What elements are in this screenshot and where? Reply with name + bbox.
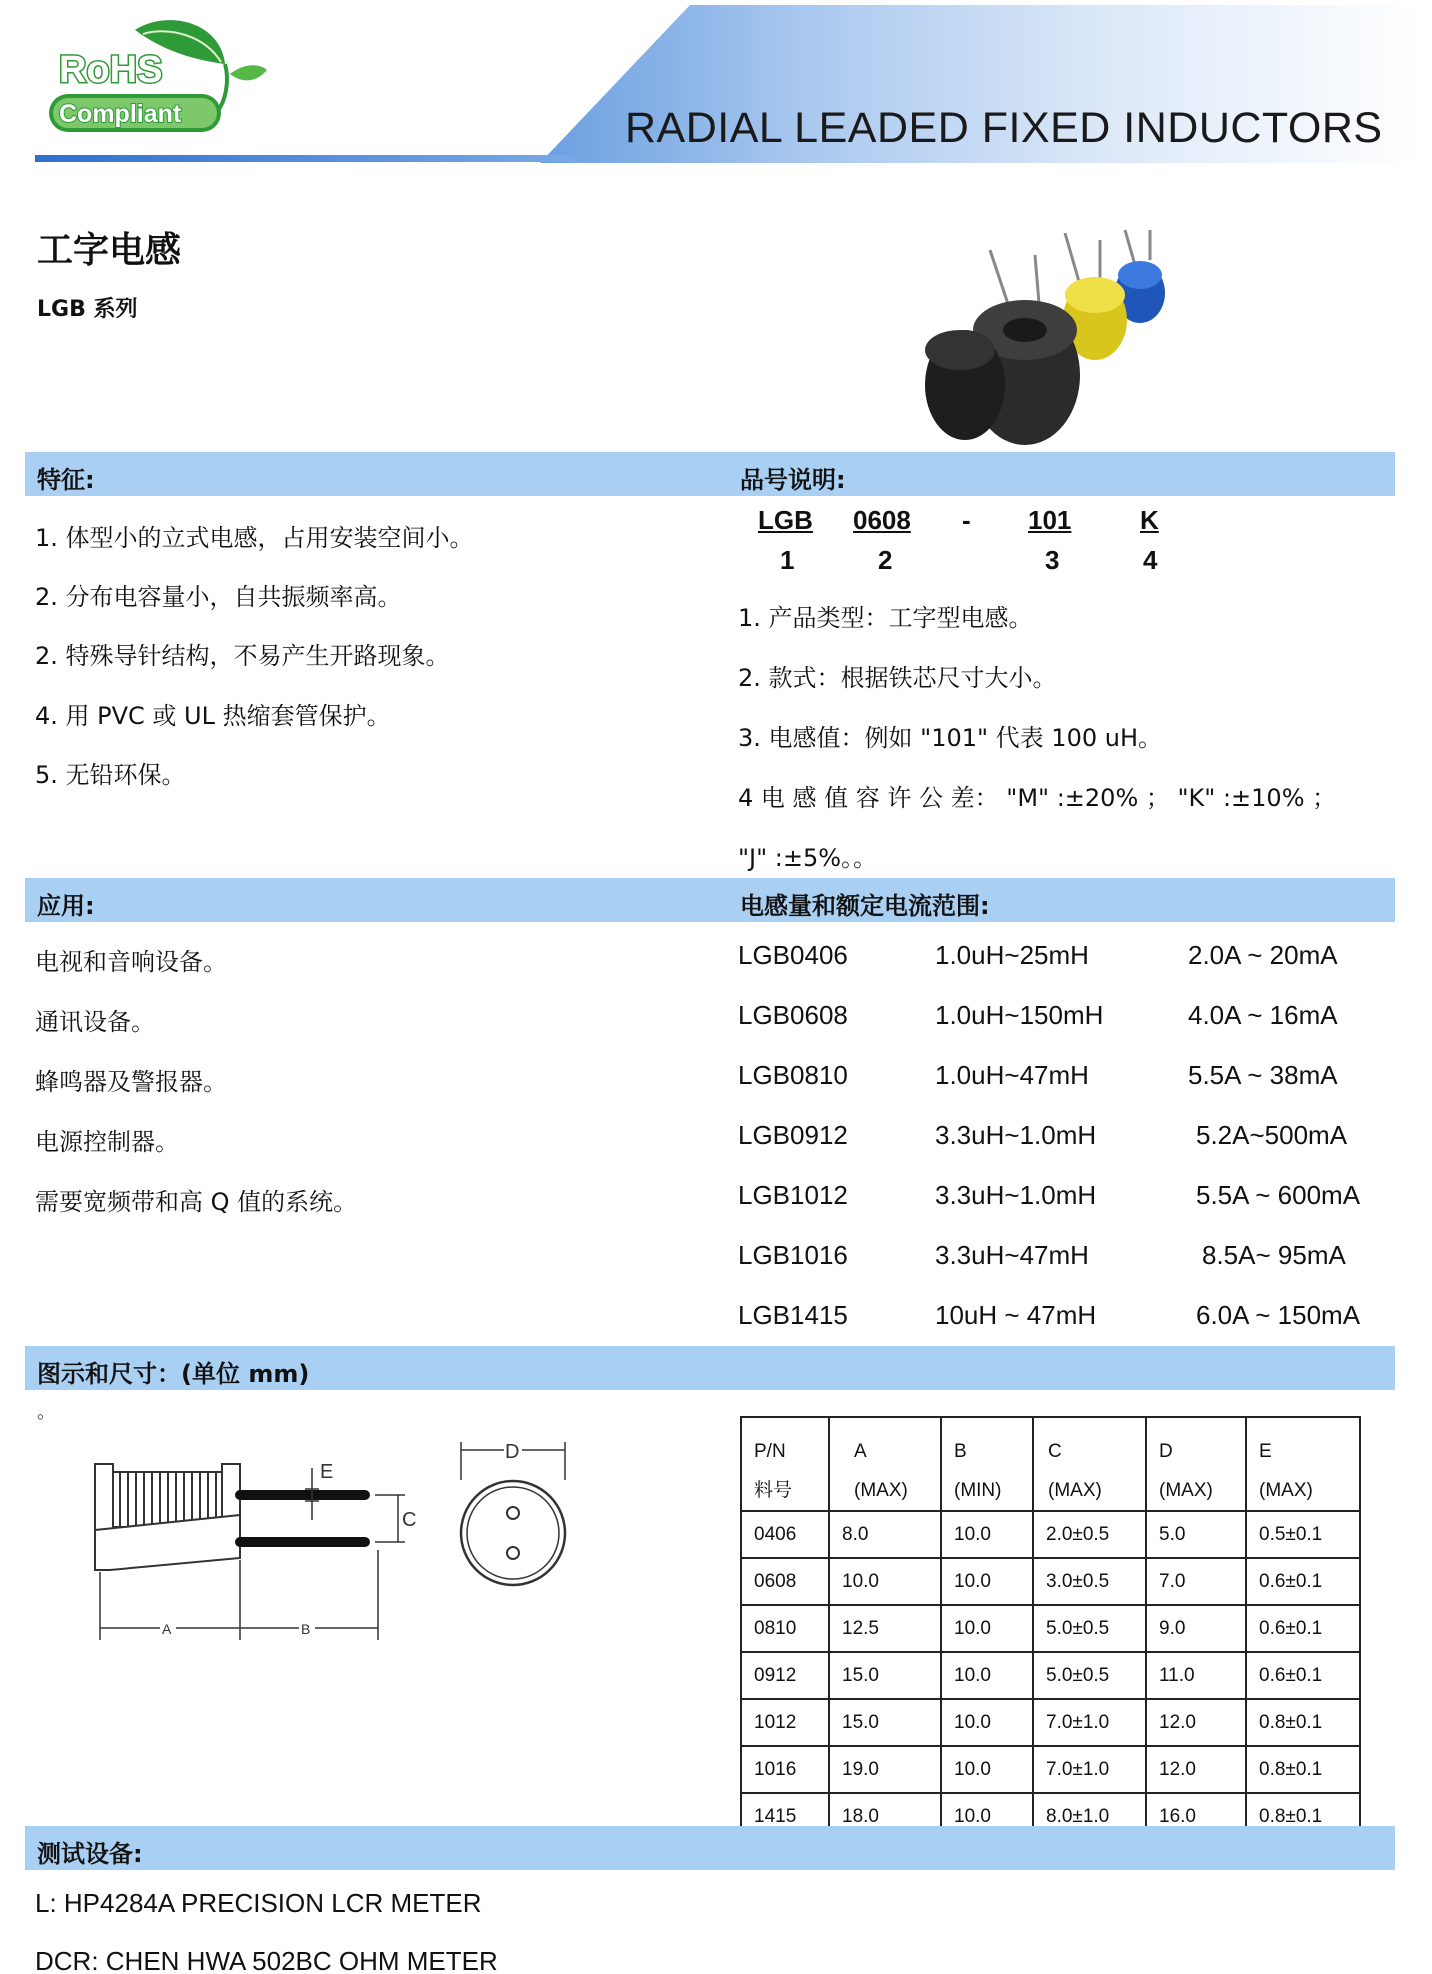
part-code-size: 0608	[853, 505, 911, 535]
dim-label-e: E	[320, 1461, 334, 1483]
table-cell: 10.0	[941, 1605, 1033, 1652]
table-cell: 0.6±0.1	[1246, 1605, 1360, 1652]
table-cell: 0.8±0.1	[1246, 1793, 1360, 1840]
table-row	[741, 1652, 1360, 1699]
table-cell: 10.0	[941, 1746, 1033, 1793]
range-model: LGB0406	[738, 940, 848, 970]
table-row	[741, 1558, 1360, 1605]
part-code-tolerance: K	[1140, 505, 1159, 535]
table-cell: 1016	[741, 1746, 829, 1793]
range-model: LGB1016	[738, 1240, 848, 1270]
dim-label-a: A	[162, 1621, 172, 1637]
part-code-type: LGB	[758, 505, 813, 535]
part-number-item: "J" :±5%。。	[738, 844, 878, 872]
table-header-cell: E (MAX)	[1246, 1417, 1360, 1511]
table-cell: 18.0	[829, 1793, 941, 1840]
compliant-logo-text: Compliant	[59, 100, 182, 128]
dim-label-b: B	[301, 1621, 311, 1637]
table-cell: 11.0	[1146, 1652, 1246, 1699]
range-current: 2.0A ~ 20mA	[1188, 940, 1338, 970]
table-cell: 7.0±1.0	[1033, 1746, 1146, 1793]
table-cell: 15.0	[829, 1652, 941, 1699]
table-cell: 0608	[741, 1558, 829, 1605]
range-inductance: 3.3uH~1.0mH	[935, 1180, 1097, 1210]
test-item: DCR: CHEN HWA 502BC OHM METER	[35, 1946, 498, 1974]
application-item: 蜂鸣器及警报器。	[35, 1068, 227, 1096]
part-code-index: 1	[780, 545, 795, 575]
table-cell: 9.0	[1146, 1605, 1246, 1652]
feature-item: 1. 体型小的立式电感，占用安装空间小。	[35, 524, 474, 552]
inductor-dimension-drawing	[90, 1440, 590, 1650]
range-current: 5.2A~500mA	[1196, 1120, 1348, 1150]
dim-label-d: D	[505, 1441, 520, 1463]
document-series-title: RADIAL LEADED FIXED INDUCTORS	[625, 104, 1383, 152]
application-item: 电视和音响设备。	[35, 948, 227, 976]
table-cell: 5.0±0.5	[1033, 1652, 1146, 1699]
table-cell: 19.0	[829, 1746, 941, 1793]
feature-item: 5. 无铅环保。	[35, 761, 186, 789]
page-header	[0, 0, 1432, 170]
table-cell: 0406	[741, 1511, 829, 1558]
dimensions-note: 。	[37, 1402, 55, 1423]
table-row	[741, 1605, 1360, 1652]
range-inductance: 3.3uH~47mH	[935, 1240, 1089, 1270]
table-cell: 0.5±0.1	[1246, 1511, 1360, 1558]
table-cell: 10.0	[941, 1699, 1033, 1746]
test-item: L: HP4284A PRECISION LCR METER	[35, 1888, 482, 1918]
table-cell: 8.0±1.0	[1033, 1793, 1146, 1840]
section-bar-dimensions	[25, 1346, 1395, 1390]
part-code-value: 101	[1028, 505, 1072, 535]
part-code-dash: -	[962, 505, 971, 535]
part-number-item: 4 电 感 值 容 许 公 差： "M" :±20% ； "K" :±10% ；	[738, 784, 1337, 812]
part-code-index: 3	[1045, 545, 1060, 575]
part-code-index: 2	[878, 545, 893, 575]
table-cell: 3.0±0.5	[1033, 1558, 1146, 1605]
table-header-cell: P/N 料号	[741, 1417, 829, 1511]
table-header-cell: D (MAX)	[1146, 1417, 1246, 1511]
series-subtitle: LGB 系列	[37, 297, 138, 322]
table-header-cell: A (MAX)	[829, 1417, 941, 1511]
table-cell: 7.0±1.0	[1033, 1699, 1146, 1746]
part-number-item: 2. 款式：根据铁芯尺寸大小。	[738, 664, 1057, 692]
range-inductance: 1.0uH~150mH	[935, 1000, 1104, 1030]
table-cell: 0912	[741, 1652, 829, 1699]
table-row	[741, 1511, 1360, 1558]
part-number-item: 1. 产品类型：工字型电感。	[738, 604, 1033, 632]
section-bar-features	[25, 452, 1395, 496]
part-code-index: 4	[1143, 545, 1158, 575]
table-cell: 10.0	[941, 1652, 1033, 1699]
table-cell: 2.0±0.5	[1033, 1511, 1146, 1558]
page-title: 工字电感	[37, 230, 182, 271]
table-cell: 0.8±0.1	[1246, 1746, 1360, 1793]
part-number-item: 3. 电感值：例如 "101" 代表 100 uH。	[738, 724, 1162, 752]
range-current: 4.0A ~ 16mA	[1188, 1000, 1338, 1030]
table-cell: 1415	[741, 1793, 829, 1840]
rohs-compliant-logo	[45, 12, 275, 142]
range-model: LGB0912	[738, 1120, 848, 1150]
applications-heading: 应用:	[37, 892, 95, 920]
table-cell: 0.8±0.1	[1246, 1699, 1360, 1746]
inductor-product-photo	[905, 225, 1205, 460]
range-inductance: 3.3uH~1.0mH	[935, 1120, 1097, 1150]
table-cell: 12.0	[1146, 1746, 1246, 1793]
dimensions-heading: 图示和尺寸：(单位 mm)	[37, 1360, 310, 1388]
table-cell: 15.0	[829, 1699, 941, 1746]
rohs-logo-text: RoHS	[59, 49, 163, 91]
range-current: 8.5A~ 95mA	[1202, 1240, 1346, 1270]
range-model: LGB1415	[738, 1300, 848, 1330]
part-number-heading: 品号说明:	[740, 466, 846, 494]
range-model: LGB0810	[738, 1060, 848, 1090]
table-cell: 10.0	[941, 1793, 1033, 1840]
range-inductance: 1.0uH~47mH	[935, 1060, 1089, 1090]
table-header-cell: C (MAX)	[1033, 1417, 1146, 1511]
feature-item: 2. 特殊导针结构，不易产生开路现象。	[35, 642, 450, 670]
feature-item: 2. 分布电容量小，自共振频率高。	[35, 583, 402, 611]
application-item: 通讯设备。	[35, 1008, 155, 1036]
section-bar-applications	[25, 878, 1395, 922]
range-current: 5.5A ~ 600mA	[1196, 1180, 1361, 1210]
table-cell: 1012	[741, 1699, 829, 1746]
table-row	[741, 1746, 1360, 1793]
ranges-heading: 电感量和额定电流范围:	[740, 892, 990, 920]
dimensions-table	[740, 1416, 1361, 1841]
range-model: LGB0608	[738, 1000, 848, 1030]
application-item: 电源控制器。	[35, 1128, 179, 1156]
range-inductance: 1.0uH~25mH	[935, 940, 1089, 970]
table-cell: 0.6±0.1	[1246, 1558, 1360, 1605]
table-cell: 10.0	[941, 1558, 1033, 1605]
table-cell: 12.0	[1146, 1699, 1246, 1746]
range-model: LGB1012	[738, 1180, 848, 1210]
table-cell: 0.6±0.1	[1246, 1652, 1360, 1699]
feature-item: 4. 用 PVC 或 UL 热缩套管保护。	[35, 702, 391, 730]
header-rule	[35, 155, 575, 162]
range-current: 6.0A ~ 150mA	[1196, 1300, 1361, 1330]
features-heading: 特征:	[37, 466, 95, 494]
table-header-cell: B (MIN)	[941, 1417, 1033, 1511]
table-cell: 0810	[741, 1605, 829, 1652]
table-header-row	[741, 1417, 1360, 1511]
table-cell: 12.5	[829, 1605, 941, 1652]
table-cell: 7.0	[1146, 1558, 1246, 1605]
table-cell: 16.0	[1146, 1793, 1246, 1840]
test-heading: 测试设备:	[37, 1840, 143, 1868]
table-cell: 10.0	[941, 1511, 1033, 1558]
application-item: 需要宽频带和高 Q 值的系统。	[35, 1188, 358, 1216]
section-bar-test	[25, 1826, 1395, 1870]
dim-label-c: C	[402, 1509, 417, 1531]
range-inductance: 10uH ~ 47mH	[935, 1300, 1097, 1330]
table-cell: 8.0	[829, 1511, 941, 1558]
range-current: 5.5A ~ 38mA	[1188, 1060, 1338, 1090]
table-cell: 5.0±0.5	[1033, 1605, 1146, 1652]
table-row	[741, 1699, 1360, 1746]
table-cell: 5.0	[1146, 1511, 1246, 1558]
table-cell: 10.0	[829, 1558, 941, 1605]
